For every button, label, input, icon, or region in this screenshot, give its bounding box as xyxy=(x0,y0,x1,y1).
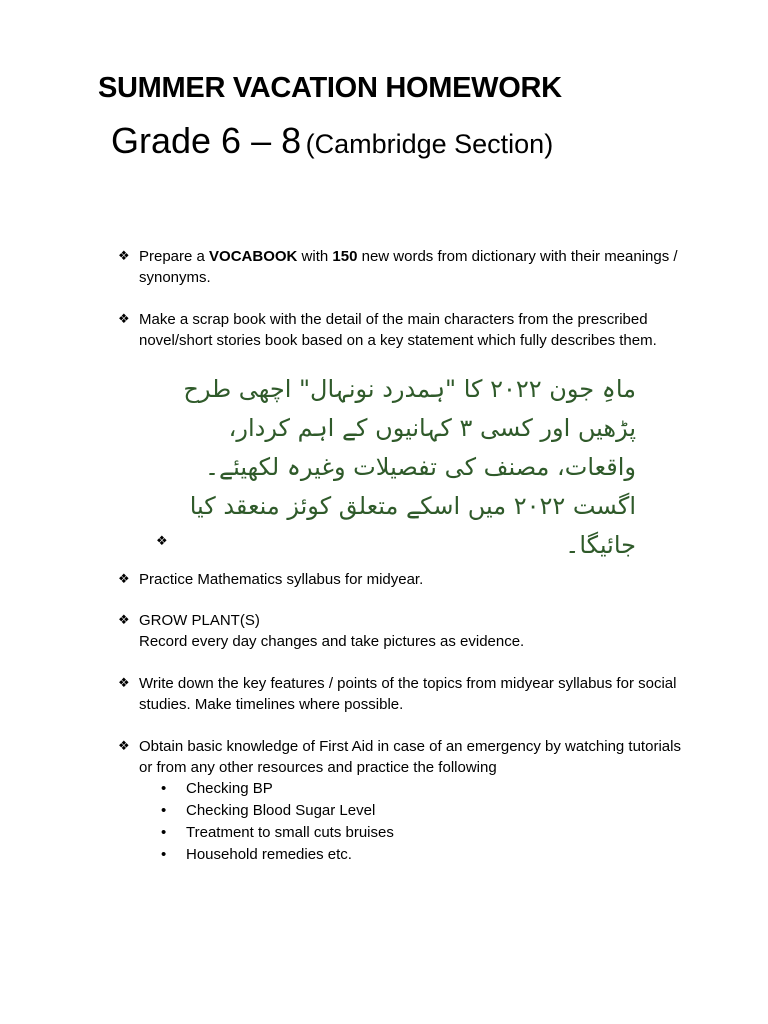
urdu-line: اگست ۲۰۲۲ میں اسکے متعلق کوئز منعقد کیا xyxy=(189,492,636,520)
diamond-bullet-icon: ❖ xyxy=(156,534,168,549)
homework-item-mathematics xyxy=(118,569,688,590)
item-text: Prepare a VOCABOOK with 150 new words from dictionary with their meanings / synonyms. xyxy=(139,248,678,286)
first-aid-sublist xyxy=(139,778,688,866)
item-text: Make a scrap book with the detail of the main characters from the prescribed novel/short stories book based on a key statement which fully describes them. xyxy=(139,311,657,349)
dot-bullet-icon: • xyxy=(161,846,167,863)
homework-item-grow-plants xyxy=(118,610,688,652)
urdu-line: ماہِ جون ۲۰۲۲ کا "ہمدرد نونہال" اچھی طرح xyxy=(183,375,636,403)
homework-item-scrapbook xyxy=(118,309,688,351)
homework-item-first-aid xyxy=(118,736,688,866)
list-item: • Checking BP xyxy=(139,778,688,800)
document-subtitle xyxy=(111,120,553,162)
section-name: (Cambridge Section) xyxy=(305,129,554,159)
diamond-bullet-icon: ❖ xyxy=(118,249,130,264)
dot-bullet-icon: • xyxy=(161,780,167,797)
item-text: Write down the key features / points of the topics from midyear syllabus for social studies. Make timelines where possible. xyxy=(139,675,677,713)
item-text: Practice Mathematics syllabus for midyear. xyxy=(139,571,424,588)
urdu-line: جائیگا۔ xyxy=(565,531,636,559)
diamond-bullet-icon: ❖ xyxy=(118,676,130,691)
diamond-bullet-icon: ❖ xyxy=(118,312,130,327)
dot-bullet-icon: • xyxy=(161,802,167,819)
document-title: SUMMER VACATION HOMEWORK xyxy=(98,72,562,104)
diamond-bullet-icon: ❖ xyxy=(118,739,130,754)
diamond-bullet-icon: ❖ xyxy=(118,572,130,587)
item-text: GROW PLANT(S) Record every day changes and take pictures as evidence. xyxy=(139,612,525,650)
list-item: • Household remedies etc. xyxy=(139,844,688,866)
list-item: • Treatment to small cuts bruises xyxy=(139,822,688,844)
homework-item-vocabook xyxy=(118,246,688,288)
urdu-instruction xyxy=(176,370,636,565)
dot-bullet-icon: • xyxy=(161,824,167,841)
list-item: • Checking Blood Sugar Level xyxy=(139,800,688,822)
diamond-bullet-icon: ❖ xyxy=(118,613,130,628)
homework-item-social-studies xyxy=(118,673,688,715)
urdu-line: پڑھیں اور کسی ۳ کہانیوں کے اہم کردار، xyxy=(228,414,636,442)
grade-range: Grade 6 – 8 xyxy=(111,120,302,161)
urdu-line: واقعات، مصنف کی تفصیلات وغیرہ لکھیئے۔ xyxy=(204,453,636,481)
item-text: Obtain basic knowledge of First Aid in case of an emergency by watching tutorials or from any other resources and practice the following xyxy=(139,738,681,776)
